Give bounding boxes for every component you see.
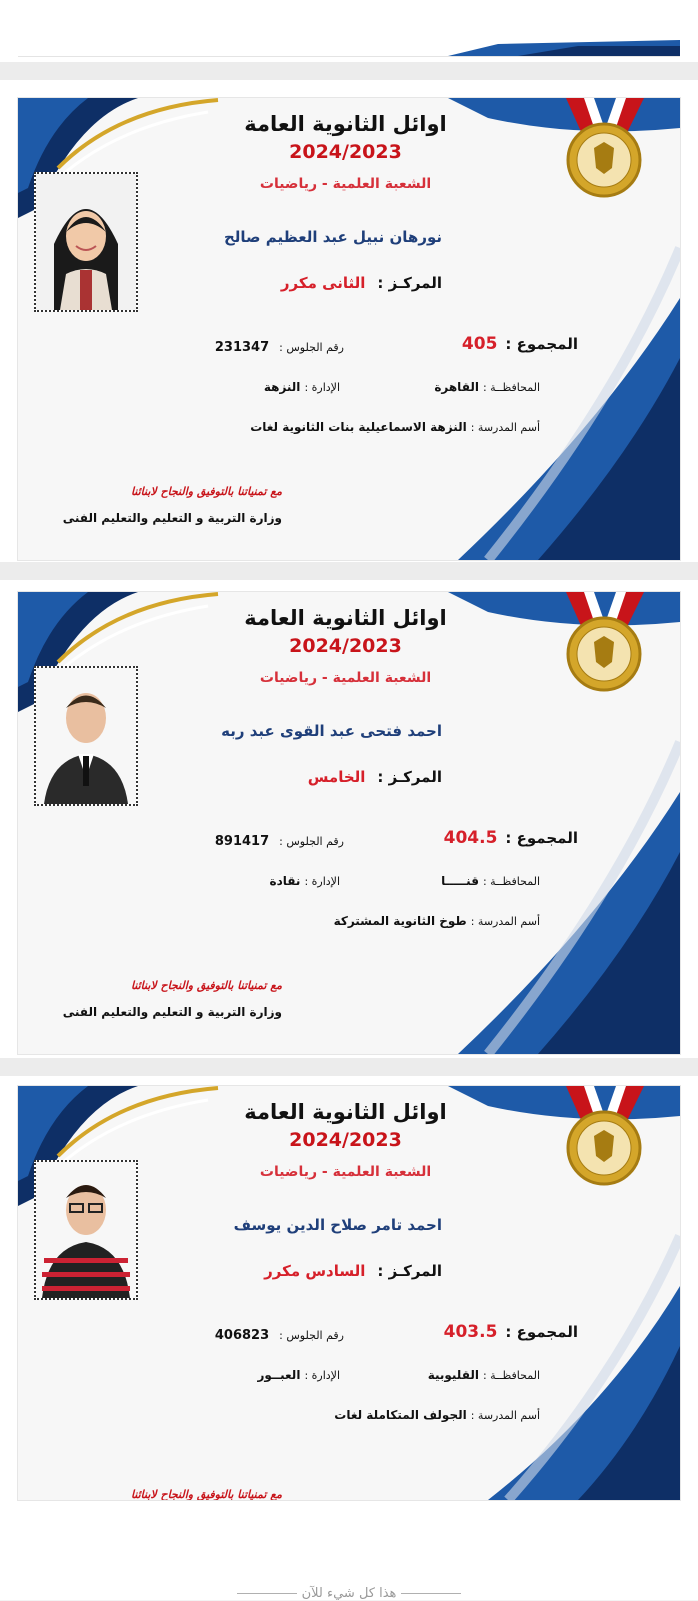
track-label: الشعبة العلمية - رياضيات — [259, 670, 432, 686]
seat-number-row — [215, 1328, 344, 1343]
administration-value: العبــور — [257, 1368, 301, 1382]
ministry-text: وزارة التربية و التعليم والتعليم الفنى — [62, 1005, 282, 1019]
honor-card-1[interactable] — [18, 98, 680, 560]
governorate-row — [434, 380, 540, 394]
honor-card-2[interactable] — [18, 592, 680, 1054]
total-row — [462, 334, 578, 354]
total-label: المجموع : — [505, 1323, 578, 1341]
rank-label: المركـز : — [377, 274, 442, 292]
administration-value: نقادة — [269, 874, 301, 888]
rank-value: السادس مكرر — [264, 1262, 366, 1280]
governorate-row — [441, 874, 540, 888]
student-photo-boy-suit-icon — [36, 668, 136, 804]
card-title: اوائل الثانوية العامة — [244, 1100, 447, 1124]
ministry-medal-icon — [544, 592, 664, 702]
student-photo-frame — [34, 1160, 138, 1300]
track-label: الشعبة العلمية - رياضيات — [259, 176, 432, 192]
student-photo-frame — [34, 172, 138, 312]
wishes-text: مع تمنياتنا بالتوفيق والنجاح لابنائنا — [130, 485, 282, 498]
school-label: أسم المدرسة : — [470, 421, 540, 434]
card-title: اوائل الثانوية العامة — [244, 112, 447, 136]
card-title: اوائل الثانوية العامة — [244, 606, 447, 630]
honor-card-3[interactable] — [18, 1086, 680, 1500]
administration-row — [258, 1368, 341, 1382]
seat-number-row — [215, 834, 344, 849]
divider-line — [237, 1593, 297, 1594]
ministry-text: وزارة التربية و التعليم والتعليم الفنى — [62, 511, 282, 525]
academic-year: 2024/2023 — [289, 1129, 402, 1151]
administration-row — [264, 380, 340, 394]
student-name: احمد تامر صلاح الدين يوسف — [233, 1216, 442, 1234]
total-row — [444, 828, 578, 848]
seat-label: رقم الجلوس : — [279, 1329, 344, 1342]
seat-value: 231347 — [214, 340, 270, 355]
administration-row — [270, 874, 340, 888]
rank-row — [308, 768, 442, 786]
seat-number-row — [215, 340, 344, 355]
administration-label: الإدارة : — [304, 381, 340, 394]
governorate-value: قنـــــا — [441, 874, 479, 888]
end-of-feed-message — [0, 1586, 698, 1601]
school-value: النزهة الاسماعيلية بنات الثانوية لغات — [250, 420, 467, 434]
administration-label: الإدارة : — [304, 1369, 340, 1382]
seat-value: 891417 — [214, 834, 270, 849]
student-photo-boy-striped-icon — [36, 1162, 136, 1298]
previous-card-fragment — [18, 34, 680, 57]
rank-value: الخامس — [307, 768, 366, 786]
seat-label: رقم الجلوس : — [279, 835, 344, 848]
seat-label: رقم الجلوس : — [279, 341, 344, 354]
school-row — [334, 914, 540, 928]
seat-value: 406823 — [214, 1328, 270, 1343]
student-photo-frame — [34, 666, 138, 806]
student-name: احمد فتحى عبد القوى عبد ربه — [221, 722, 442, 740]
academic-year: 2024/2023 — [289, 635, 402, 657]
divider-line — [401, 1593, 461, 1594]
total-label: المجموع : — [505, 335, 578, 353]
governorate-label: المحافظــة : — [482, 381, 540, 394]
rank-label: المركـز : — [377, 1262, 442, 1280]
governorate-value: القليوبية — [427, 1368, 479, 1382]
governorate-label: المحافظــة : — [482, 875, 540, 888]
rank-row — [281, 274, 442, 292]
governorate-row — [428, 1368, 540, 1382]
total-value: 404.5 — [443, 828, 498, 848]
wishes-text: مع تمنياتنا بالتوفيق والنجاح لابنائنا — [130, 1488, 282, 1500]
swoosh-decoration — [18, 34, 680, 56]
rank-value: الثانى مكرر — [280, 274, 366, 292]
student-photo-girl-icon — [36, 174, 136, 310]
track-label: الشعبة العلمية - رياضيات — [259, 1164, 432, 1180]
total-value: 405 — [461, 334, 498, 354]
rank-row — [264, 1262, 442, 1280]
ministry-medal-icon — [544, 98, 664, 208]
total-label: المجموع : — [505, 829, 578, 847]
feed-separator — [0, 562, 698, 580]
administration-label: الإدارة : — [304, 875, 340, 888]
feed-separator — [0, 62, 698, 80]
student-name: نورهان نبيل عبد العظيم صالح — [223, 228, 442, 246]
wishes-text: مع تمنياتنا بالتوفيق والنجاح لابنائنا — [130, 979, 282, 992]
school-value: الجولف المتكاملة لغات — [334, 1408, 467, 1422]
total-value: 403.5 — [443, 1322, 498, 1342]
school-label: أسم المدرسة : — [470, 1409, 540, 1422]
governorate-value: القاهرة — [434, 380, 479, 394]
academic-year: 2024/2023 — [289, 141, 402, 163]
school-row — [334, 1408, 540, 1422]
school-value: طوخ الثانوية المشتركة — [333, 914, 467, 928]
school-row — [250, 420, 540, 434]
rank-label: المركـز : — [377, 768, 442, 786]
administration-value: النزهة — [263, 380, 301, 394]
ministry-medal-icon — [544, 1086, 664, 1196]
total-row — [444, 1322, 578, 1342]
feed-separator — [0, 1058, 698, 1076]
end-of-feed-text: هذا كل شيء للآن — [301, 1586, 397, 1601]
governorate-label: المحافظــة : — [482, 1369, 540, 1382]
school-label: أسم المدرسة : — [470, 915, 540, 928]
